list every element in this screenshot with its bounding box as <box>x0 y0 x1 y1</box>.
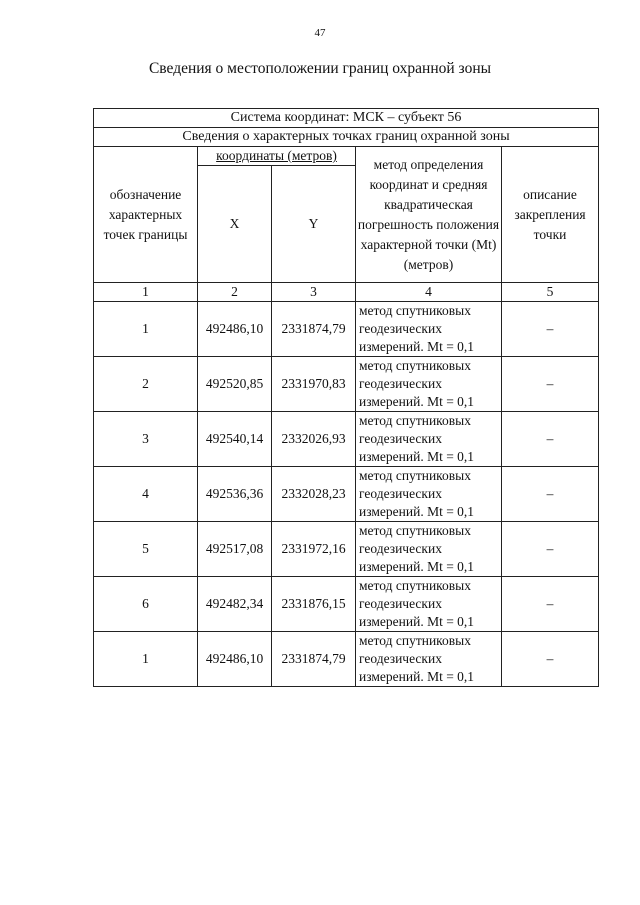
point-cell: 2 <box>94 357 198 412</box>
method-cell: метод спутниковых геодезических измерений. Mt = 0,1 <box>356 467 502 522</box>
point-cell: 1 <box>94 632 198 687</box>
y-cell: 2331972,16 <box>272 522 356 577</box>
y-cell: 2331874,79 <box>272 302 356 357</box>
column-number: 1 <box>94 283 198 302</box>
y-cell: 2331874,79 <box>272 632 356 687</box>
table-row <box>94 412 599 467</box>
x-cell: 492536,36 <box>198 467 272 522</box>
method-header: метод определения координат и средняя квадратическая погрешность положения характерной точки (Mt) (метров) <box>356 147 502 283</box>
y-header: Y <box>272 166 356 283</box>
y-cell: 2332026,93 <box>272 412 356 467</box>
fixing-cell: – <box>502 577 599 632</box>
x-header: X <box>198 166 272 283</box>
boundary-points-table <box>93 108 599 687</box>
method-cell: метод спутниковых геодезических измерений. Mt = 0,1 <box>356 522 502 577</box>
y-cell: 2331970,83 <box>272 357 356 412</box>
fixing-cell: – <box>502 632 599 687</box>
x-cell: 492520,85 <box>198 357 272 412</box>
y-cell: 2332028,23 <box>272 467 356 522</box>
point-cell: 3 <box>94 412 198 467</box>
table-row <box>94 302 599 357</box>
method-cell: метод спутниковых геодезических измерений. Mt = 0,1 <box>356 357 502 412</box>
column-number: 5 <box>502 283 599 302</box>
column-number: 2 <box>198 283 272 302</box>
table-row <box>94 577 599 632</box>
point-designation-header: обозначение характерных точек границы <box>94 147 198 283</box>
x-cell: 492517,08 <box>198 522 272 577</box>
point-cell: 5 <box>94 522 198 577</box>
x-cell: 492540,14 <box>198 412 272 467</box>
column-number: 4 <box>356 283 502 302</box>
table-row <box>94 357 599 412</box>
table-row <box>94 522 599 577</box>
table-row <box>94 467 599 522</box>
point-cell: 4 <box>94 467 198 522</box>
x-cell: 492482,34 <box>198 577 272 632</box>
method-cell: метод спутниковых геодезических измерений. Mt = 0,1 <box>356 632 502 687</box>
method-cell: метод спутниковых геодезических измерений. Mt = 0,1 <box>356 302 502 357</box>
method-cell: метод спутниковых геодезических измерений. Mt = 0,1 <box>356 577 502 632</box>
document-title: Сведения о местоположении границ охранной зоны <box>148 60 492 77</box>
column-number: 3 <box>272 283 356 302</box>
coord-system-header: Система координат: МСК – субъект 56 <box>94 109 599 128</box>
fixing-cell: – <box>502 357 599 412</box>
fixing-description-header: описание закрепления точки <box>502 147 599 283</box>
point-cell: 6 <box>94 577 198 632</box>
x-cell: 492486,10 <box>198 302 272 357</box>
y-cell: 2331876,15 <box>272 577 356 632</box>
page-number: 47 <box>314 27 326 39</box>
fixing-cell: – <box>502 522 599 577</box>
x-cell: 492486,10 <box>198 632 272 687</box>
point-cell: 1 <box>94 302 198 357</box>
fixing-cell: – <box>502 302 599 357</box>
method-cell: метод спутниковых геодезических измерений. Mt = 0,1 <box>356 412 502 467</box>
fixing-cell: – <box>502 412 599 467</box>
column-numbers-row <box>94 283 599 302</box>
coordinates-group-header: координаты (метров) <box>198 147 356 166</box>
section-header: Сведения о характерных точках границ охранной зоны <box>94 128 599 147</box>
fixing-cell: – <box>502 467 599 522</box>
table-row <box>94 632 599 687</box>
